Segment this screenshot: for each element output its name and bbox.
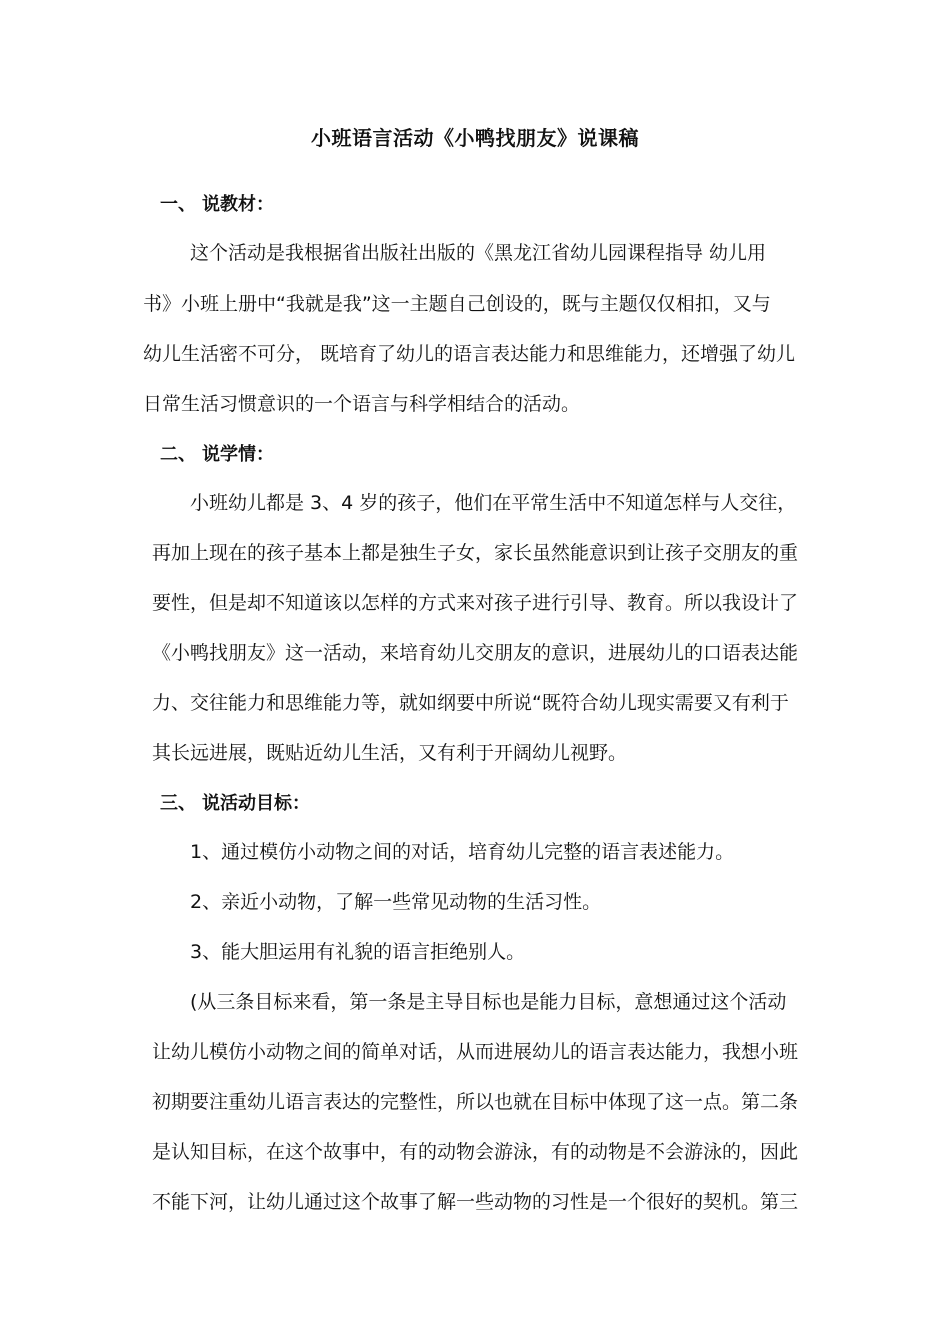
document-title: 小班语言活动《小鸭找朋友》说课稿: [311, 126, 639, 150]
paragraph-line: 要性，但是却不知道该以怎样的方式来对孩子进行引导、教育。所以我设计了: [152, 592, 799, 614]
section-number: 二、: [160, 444, 196, 465]
section-number: 一、: [160, 194, 196, 215]
paragraph-line: 初期要注重幼儿语言表达的完整性，所以也就在目标中体现了这一点。第二条: [152, 1091, 799, 1113]
paragraph-line: 再加上现在的孩子基本上都是独生子女，家长虽然能意识到让孩子交朋友的重: [152, 542, 799, 564]
paragraph-line: 力、交往能力和思维能力等，就如纲要中所说“既符合幼儿现实需要又有利于: [152, 692, 789, 714]
section-heading-text: 说教材：: [202, 194, 274, 215]
paragraph-line: 是认知目标，在这个故事中，有的动物会游泳，有的动物是不会游泳的，因此: [152, 1141, 799, 1163]
goal-item: 1、通过模仿小动物之间的对话，培育幼儿完整的语言表述能力。: [190, 841, 735, 863]
goal-item: 2、亲近小动物，了解一些常见动物的生活习性。: [190, 891, 602, 913]
section-heading-3: [160, 789, 310, 815]
paragraph-line: 不能下河，让幼儿通过这个故事了解一些动物的习性是一个很好的契机。第三: [152, 1191, 799, 1213]
paragraph-line: 让幼儿模仿小动物之间的简单对话，从而进展幼儿的语言表达能力，我想小班: [152, 1041, 799, 1063]
paragraph-line: 书》小班上册中“我就是我”这一主题自己创设的，既与主题仅仅相扣，又与: [143, 293, 771, 315]
section-heading-2: [160, 440, 274, 466]
section-heading-text: 说学情：: [202, 444, 274, 465]
section-heading-text: 说活动目标：: [202, 793, 310, 814]
goal-item: 3、能大胆运用有礼貌的语言拒绝别人。: [190, 941, 526, 963]
paragraph-line: 小班幼儿都是 3、4 岁的孩子，他们在平常生活中不知道怎样与人交往，: [190, 492, 797, 514]
paragraph-line: (从三条目标来看，第一条是主导目标也是能力目标，意想通过这个活动: [190, 991, 787, 1013]
section-heading-1: [160, 190, 274, 216]
paragraph-line: 这个活动是我根据省出版社出版的《黑龙江省幼儿园课程指导 幼儿用: [190, 242, 767, 264]
paragraph-line: 幼儿生活密不可分， 既培育了幼儿的语言表达能力和思维能力，还增强了幼儿: [143, 343, 796, 365]
paragraph-line: 其长远进展，既贴近幼儿生活，又有利于开阔幼儿视野。: [152, 742, 628, 764]
paragraph-line: 日常生活习惯意识的一个语言与科学相结合的活动。: [143, 393, 581, 415]
paragraph-line: 《小鸭找朋友》这一活动，来培育幼儿交朋友的意识，进展幼儿的口语表达能: [152, 642, 799, 664]
section-number: 三、: [160, 793, 196, 814]
